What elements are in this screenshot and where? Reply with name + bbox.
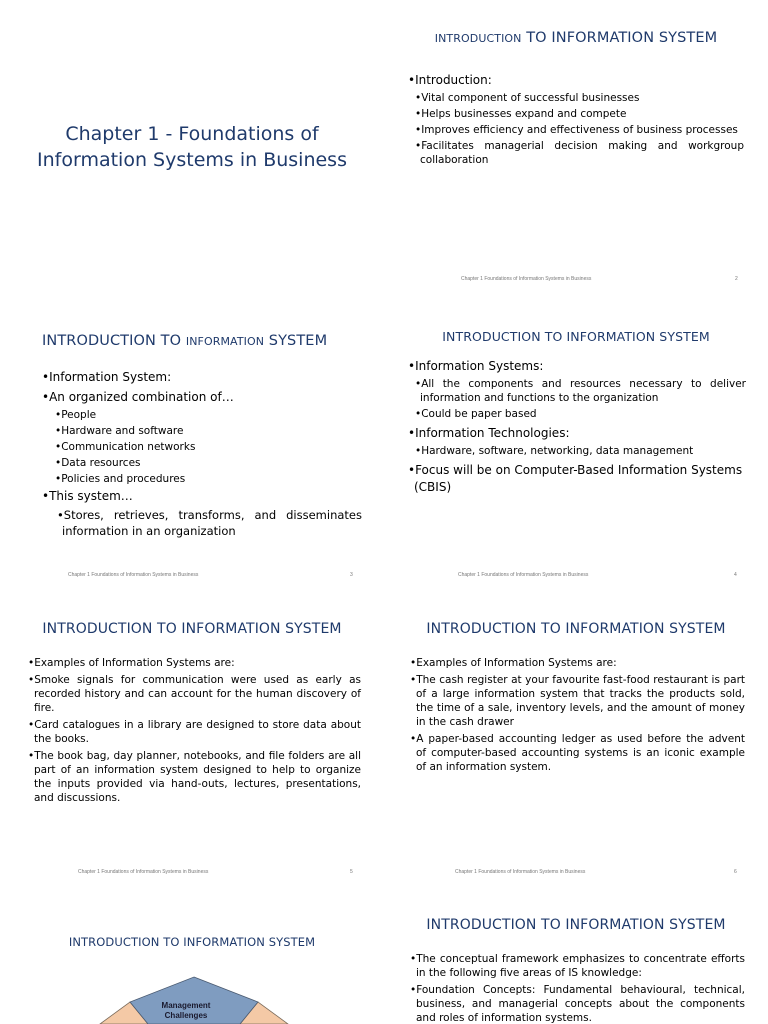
list-item: • People <box>42 408 362 422</box>
page-number: 4 <box>734 572 737 578</box>
slide-title: INTRODUCTION TO INFORMATION SYSTEM <box>68 935 316 949</box>
slide-6 <box>384 600 768 900</box>
slide-3 <box>0 300 384 600</box>
heading-bullet: • Focus will be on Computer-Based Information Systems (CBIS) <box>408 462 746 496</box>
bullet: • The conceptual framework emphasizes to concentrate efforts in the following five areas of IS knowledge: <box>408 952 745 980</box>
slide-title: INTRODUCTION TO INFORMATION SYSTEM <box>426 621 726 637</box>
slide-body <box>42 369 362 540</box>
diagram-label-line1: Management <box>161 1001 211 1010</box>
page-number: 3 <box>350 572 353 578</box>
bullet: • The book bag, day planner, notebooks, and file folders are all part of an information system designed to help to organize the inputs provided via hand-outs, lectures, presentations, and discussions. <box>26 749 361 805</box>
list-item: • Hardware and software <box>42 424 362 438</box>
slide-body <box>408 656 745 777</box>
bullet: • Smoke signals for communication were used as early as recorded history and can account for the human discovery of fire. <box>26 673 361 715</box>
slide-title-part-b: SYSTEM <box>264 333 328 349</box>
slide-4 <box>384 300 768 600</box>
heading-bullet: • Information System: <box>42 369 362 386</box>
heading-bullet: • Introduction: <box>408 72 744 89</box>
slide-1 <box>0 0 384 300</box>
bullet: • Foundation Concepts: Fundamental behavioural, technical, business, and managerial concepts about the components and roles of information systems. <box>408 983 745 1024</box>
bullet: • Facilitates managerial decision making and workgroup collaboration <box>408 139 744 167</box>
bullet: • Could be paper based <box>408 407 746 421</box>
slide-2 <box>384 0 768 300</box>
slide-body <box>408 358 746 498</box>
list-item: • Policies and procedures <box>42 472 362 486</box>
bullet: • Examples of Information Systems are: <box>408 656 745 670</box>
management-diagram <box>0 900 384 1024</box>
diagram-label-line2: Challenges <box>164 1011 208 1020</box>
slide-title-part-a: INTRODUCTION TO <box>42 333 186 349</box>
slide-body <box>408 952 745 1024</box>
chapter-title <box>0 121 384 173</box>
slide-footer: Chapter 1 Foundations of Information Systems in Business <box>461 276 592 282</box>
bullet: • All the components and resources necessary to deliver information and functions to the organization <box>408 377 746 405</box>
bullet: • Vital component of successful businesses <box>408 91 744 105</box>
slide-footer: Chapter 1 Foundations of Information Systems in Business <box>455 869 586 875</box>
slide-title-small: INTRODUCTION <box>434 32 522 45</box>
bullet: • Stores, retrieves, transforms, and disseminates information in an organization <box>42 507 362 539</box>
slide-title: INTRODUCTION TO INFORMATION SYSTEM <box>442 329 710 344</box>
chapter-title-line2: Information Systems in Business <box>37 149 347 171</box>
slide-8 <box>384 900 768 1024</box>
heading-bullet: • Information Technologies: <box>408 425 746 442</box>
slide-title <box>384 30 768 46</box>
bullet: • A paper-based accounting ledger as used before the advent of computer-based accounting systems is an iconic example of an information system. <box>408 732 745 774</box>
bullet: • Examples of Information Systems are: <box>26 656 361 670</box>
slide-body <box>26 656 361 808</box>
list-item: • Communication networks <box>42 440 362 454</box>
page-number: 5 <box>350 869 353 875</box>
heading-bullet: • This system… <box>42 488 362 505</box>
slide-title-rest: TO INFORMATION SYSTEM <box>521 30 718 46</box>
chapter-title-line1: Chapter 1 - Foundations of <box>65 123 319 145</box>
slide-title <box>42 333 384 349</box>
heading-bullet: • Information Systems: <box>408 358 746 375</box>
bullet: • Card catalogues in a library are designed to store data about the books. <box>26 718 361 746</box>
list-item: • Data resources <box>42 456 362 470</box>
slide-footer: Chapter 1 Foundations of Information Systems in Business <box>68 572 199 578</box>
heading-bullet: • An organized combination of… <box>42 389 362 406</box>
slide-title: INTRODUCTION TO INFORMATION SYSTEM <box>42 621 342 637</box>
slide-title-small: INFORMATION <box>185 335 265 348</box>
slide-footer: Chapter 1 Foundations of Information Systems in Business <box>78 869 209 875</box>
page-number: 6 <box>734 869 737 875</box>
bullet: • Helps businesses expand and compete <box>408 107 744 121</box>
page-number: 2 <box>735 276 738 282</box>
slide-body <box>408 72 744 169</box>
bullet: • The cash register at your favourite fast-food restaurant is part of a large information system that tracks the products sold, the time of a sale, inventory levels, and the amount of money in the cash drawer <box>408 673 745 729</box>
slide-5 <box>0 600 384 900</box>
slide-title: INTRODUCTION TO INFORMATION SYSTEM <box>426 917 726 933</box>
bullet: • Improves efficiency and effectiveness of business processes <box>408 123 744 137</box>
bullet: • Hardware, software, networking, data management <box>408 444 746 458</box>
slide-7 <box>0 900 384 1024</box>
slide-footer: Chapter 1 Foundations of Information Systems in Business <box>458 572 589 578</box>
